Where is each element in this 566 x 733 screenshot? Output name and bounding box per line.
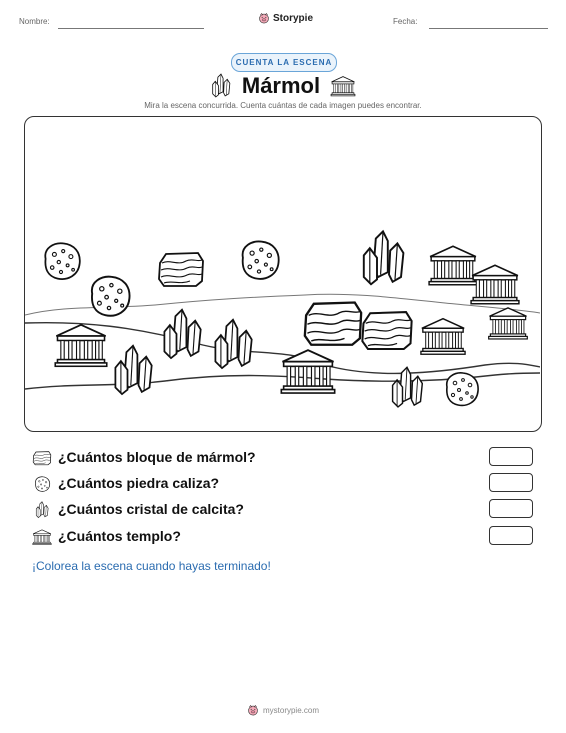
instructions: Mira la escena concurrida. Cuenta cuántas de cada imagen puedes encontrar. bbox=[144, 101, 422, 110]
calcite-crystal bbox=[364, 231, 404, 284]
temple bbox=[471, 265, 519, 303]
scene-frame[interactable] bbox=[24, 116, 542, 432]
temple bbox=[55, 325, 107, 366]
temple bbox=[421, 319, 465, 355]
date-field-line[interactable] bbox=[429, 28, 548, 29]
answer-box[interactable] bbox=[489, 447, 533, 466]
limestone-rock bbox=[45, 243, 80, 279]
answer-box[interactable] bbox=[489, 526, 533, 545]
question-temple bbox=[32, 526, 538, 548]
temple bbox=[281, 350, 334, 393]
calcite-crystal bbox=[115, 346, 151, 394]
name-field-line[interactable] bbox=[58, 28, 204, 29]
date-label: Fecha: bbox=[393, 17, 418, 26]
limestone-rock bbox=[92, 277, 130, 316]
question-text: ¿Cuántos piedra caliza? bbox=[58, 475, 220, 491]
brand-name: Storypie bbox=[273, 12, 314, 24]
question-text: ¿Cuántos templo? bbox=[58, 528, 181, 544]
temple bbox=[489, 308, 528, 339]
temple-icon bbox=[330, 75, 356, 97]
coloring-note: ¡Colorea la escena cuando hayas terminado! bbox=[32, 559, 271, 573]
pig-logo-icon bbox=[258, 12, 270, 24]
page-title: Mármol bbox=[241, 73, 321, 98]
brand-logo bbox=[258, 12, 313, 24]
footer-url: mystorypie.com bbox=[262, 705, 319, 715]
limestone-rock bbox=[243, 241, 279, 278]
temple-icon bbox=[32, 528, 52, 546]
answer-box[interactable] bbox=[489, 473, 533, 492]
calcite-crystal bbox=[215, 320, 251, 368]
marble-block bbox=[305, 303, 361, 345]
limestone-icon bbox=[32, 475, 52, 493]
marble-block-icon bbox=[32, 449, 52, 467]
calcite-crystal-icon bbox=[210, 73, 232, 99]
calcite-crystal bbox=[164, 310, 200, 358]
question-text: ¿Cuántos bloque de mármol? bbox=[58, 449, 256, 465]
section-badge: CUENTA LA ESCENA bbox=[231, 53, 337, 72]
question-calcite-crystal bbox=[32, 499, 538, 521]
footer-brand bbox=[0, 704, 566, 716]
pig-logo-icon bbox=[247, 704, 259, 716]
question-limestone bbox=[32, 473, 538, 495]
marble-block bbox=[362, 312, 411, 349]
calcite-crystal-icon bbox=[32, 501, 52, 519]
title-row bbox=[0, 73, 566, 99]
limestone-rock bbox=[447, 373, 478, 406]
question-marble-block bbox=[32, 447, 538, 469]
question-text: ¿Cuántos cristal de calcita? bbox=[58, 501, 244, 517]
marble-block bbox=[159, 253, 203, 286]
name-label: Nombre: bbox=[19, 17, 50, 26]
answer-box[interactable] bbox=[489, 499, 533, 518]
worksheet-header bbox=[0, 10, 566, 32]
scene-illustration bbox=[25, 117, 540, 430]
temple bbox=[429, 246, 477, 284]
